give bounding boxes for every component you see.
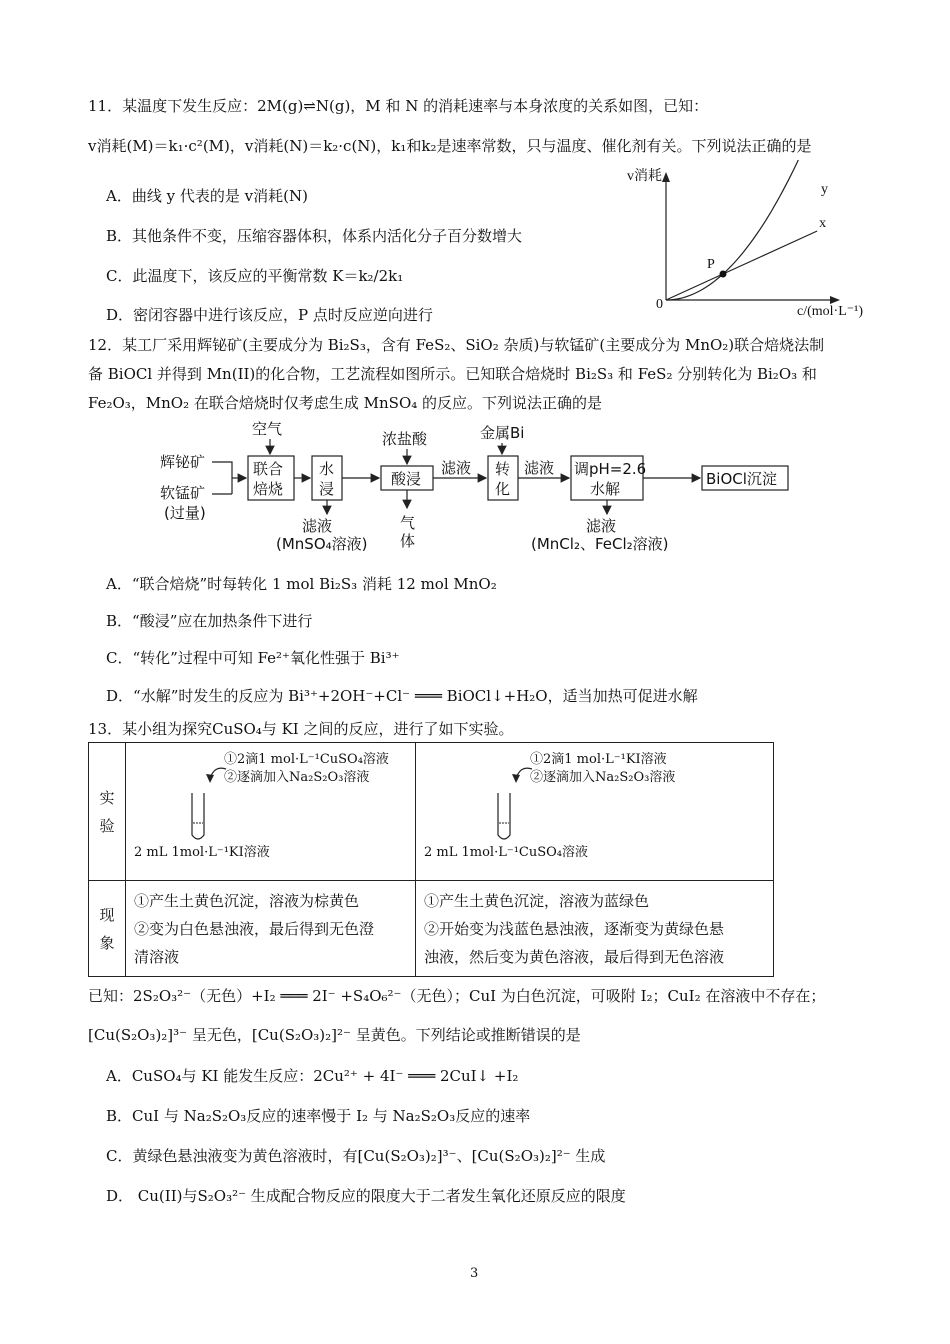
q13-experiment-table (88, 742, 774, 977)
q11-stem: 11．某温度下发生反应：2M(g)⇌N(g)，M 和 N 的消耗速率与本身浓度的关系如图，已知： (88, 97, 709, 115)
q11-rate-equation: v消耗(M)＝k₁·c²(M)，v消耗(N)＝k₂·c(N)，k₁和k₂是速率常数，只与温度、催化剂有关。下列说法正确的是 (88, 137, 812, 155)
q11-option-c: C．此温度下，该反应的平衡常数 K＝k₂/2k₁ (106, 267, 404, 285)
flow-output2-solution: (MnCl₂、FeCl₂溶液) (531, 535, 669, 553)
q11-rate-chart (615, 160, 890, 325)
flow-conc-hcl: 浓盐酸 (382, 430, 428, 448)
obs1-line2: ②变为白色悬浊液，最后得到无色澄 (134, 920, 375, 938)
flow-box-water-leach-line1: 水 (319, 460, 335, 478)
q13-option-d: D． Cu(II)与S₂O₃²⁻ 生成配合物反应的限度大于二者发生氧化还原反应的限度 (106, 1187, 626, 1205)
obs2-line2: ②开始变为浅蓝色悬浊液，逐渐变为黄绿色悬 (424, 920, 725, 938)
flow-gas-line1: 气 (400, 514, 416, 532)
q12-process-flow (150, 418, 800, 566)
head-phenomenon-char2: 象 (99, 933, 115, 952)
q13-option-b: B．CuI 与 Na₂S₂O₃反应的速率慢于 I₂ 与 Na₂S₂O₃反应的速率 (106, 1107, 531, 1125)
flow-box-conversion-line2: 化 (495, 480, 511, 498)
q12-stem-line2: 备 BiOCl 并得到 Mn(II)的化合物，工艺流程如图所示。已知联合焙烧时 Bi₂S₃ 和 FeS₂ 分别转化为 Bi₂O₃ 和 (88, 365, 817, 383)
flow-filtrate-1: 滤液 (441, 459, 472, 477)
q12-option-d: D．“水解”时发生的反应为 Bi³⁺+2OH⁻+Cl⁻ ═══ BiOCl↓+H₂O，适当加热可促进水解 (106, 687, 698, 705)
q12-option-a: A．“联合焙烧”时每转化 1 mol Bi₂S₃ 消耗 12 mol MnO₂ (106, 575, 497, 593)
exp2-step2: ②逐滴加入Na₂S₂O₃溶液 (530, 770, 676, 785)
table-head-phenomenon (89, 881, 126, 977)
obs1-line3: 清溶液 (134, 948, 180, 966)
head-phenomenon-char1: 现 (99, 905, 115, 924)
flow-box-hydrolysis-line2: 水解 (590, 480, 621, 498)
flow-air: 空气 (252, 420, 283, 438)
flow-input-bismuthinite: 辉铋矿 (160, 453, 206, 471)
intersection-label: P (707, 257, 715, 272)
flow-box-conversion-line1: 转 (495, 460, 511, 478)
obs2-line1: ①产生土黄色沉淀，溶液为蓝绿色 (424, 892, 650, 910)
flow-input-excess: (过量) (164, 504, 206, 522)
flow-box-roasting-line1: 联合 (253, 460, 284, 478)
q12-option-b: B．“酸浸”应在加热条件下进行 (106, 612, 313, 630)
exp1-tube-contents: 2 mL 1mol·L⁻¹KI溶液 (134, 845, 270, 860)
flow-output1-solution: (MnSO₄溶液) (276, 535, 368, 553)
flow-box-roasting-line2: 焙烧 (253, 480, 284, 498)
exp2-tube-contents: 2 mL 1mol·L⁻¹CuSO₄溶液 (424, 845, 589, 860)
origin-label: 0 (656, 297, 663, 312)
q11-option-b: B．其他条件不变，压缩容器体积，体系内活化分子百分数增大 (106, 227, 523, 245)
flow-input-pyrolusite: 软锰矿 (160, 484, 206, 502)
flow-metal-bi: 金属Bi (480, 424, 525, 442)
experiment-1-cell (126, 743, 416, 881)
flow-gas-line2: 体 (400, 532, 416, 550)
series-y-curve (666, 160, 811, 300)
flow-box-hydrolysis-line1: 调pH=2.6 (574, 460, 647, 478)
exp1-step1: ①2滴1 mol·L⁻¹CuSO₄溶液 (224, 752, 389, 767)
obs1-line1: ①产生土黄色沉淀，溶液为棕黄色 (134, 892, 360, 910)
flow-output1-filtrate: 滤液 (302, 517, 333, 535)
q13-option-c: C．黄绿色悬浊液变为黄色溶液时，有[Cu(S₂O₃)₂]³⁻、[Cu(S₂O₃)₂]²⁻ 生成 (106, 1147, 606, 1165)
q12-option-c: C．“转化”过程中可知 Fe²⁺氧化性强于 Bi³⁺ (106, 649, 400, 667)
intersection-point (720, 271, 727, 278)
q13-option-a: A．CuSO₄与 KI 能发生反应：2Cu²⁺ + 4I⁻ ═══ 2CuI↓ +I₂ (106, 1067, 519, 1085)
flow-product-label: BiOCl沉淀 (706, 470, 777, 488)
q12-stem-line3: Fe₂O₃，MnO₂ 在联合焙烧时仅考虑生成 MnSO₄ 的反应。下列说法正确的是 (88, 394, 603, 412)
table-head-experiment (89, 743, 126, 881)
flow-box-water-leach-line2: 浸 (319, 480, 335, 498)
q13-known-line1: 已知：2S₂O₃²⁻（无色）+I₂ ═══ 2I⁻ +S₄O₆²⁻（无色）；CuI 为白色沉淀，可吸附 I₂；CuI₂ 在溶液中不存在； (88, 987, 826, 1005)
x-axis-label: c/(mol·L⁻¹) (797, 304, 864, 319)
obs2-line3: 浊液，然后变为黄色溶液，最后得到无色溶液 (424, 948, 725, 966)
page-number: 3 (470, 1266, 479, 1281)
head-experiment-char2: 验 (99, 816, 115, 835)
series-x-label: x (819, 216, 827, 232)
y-axis-arrow (662, 172, 670, 182)
head-experiment-char1: 实 (99, 788, 115, 807)
observation-2-cell (416, 881, 774, 977)
series-x-line (666, 231, 817, 300)
q13-stem: 13．某小组为探究CuSO₄与 KI 之间的反应，进行了如下实验。 (88, 720, 514, 738)
q12-stem-line1: 12．某工厂采用辉铋矿(主要成分为 Bi₂S₃，含有 FeS₂、SiO₂ 杂质)与软锰矿(主要成分为 MnO₂)联合焙烧法制 (88, 336, 825, 354)
flow-output2-filtrate: 滤液 (586, 517, 617, 535)
experiment-2-cell (416, 743, 774, 881)
y-axis-label: v消耗 (627, 169, 662, 184)
q13-known-line2: [Cu(S₂O₃)₂]³⁻ 呈无色，[Cu(S₂O₃)₂]²⁻ 呈黄色。下列结论或推断错误的是 (88, 1026, 581, 1044)
flow-filtrate-2: 滤液 (524, 459, 555, 477)
exp1-step2: ②逐滴加入Na₂S₂O₃溶液 (224, 770, 370, 785)
q11-option-a: A．曲线 y 代表的是 v消耗(N) (106, 187, 308, 205)
observation-1-cell (126, 881, 416, 977)
exp2-step1: ①2滴1 mol·L⁻¹KI溶液 (530, 752, 667, 767)
x-axis-arrow (830, 296, 840, 304)
flow-box-acid-leach-label: 酸浸 (391, 470, 422, 488)
q11-option-d: D．密闭容器中进行该反应，P 点时反应逆向进行 (106, 306, 433, 324)
series-y-label: y (821, 182, 829, 197)
